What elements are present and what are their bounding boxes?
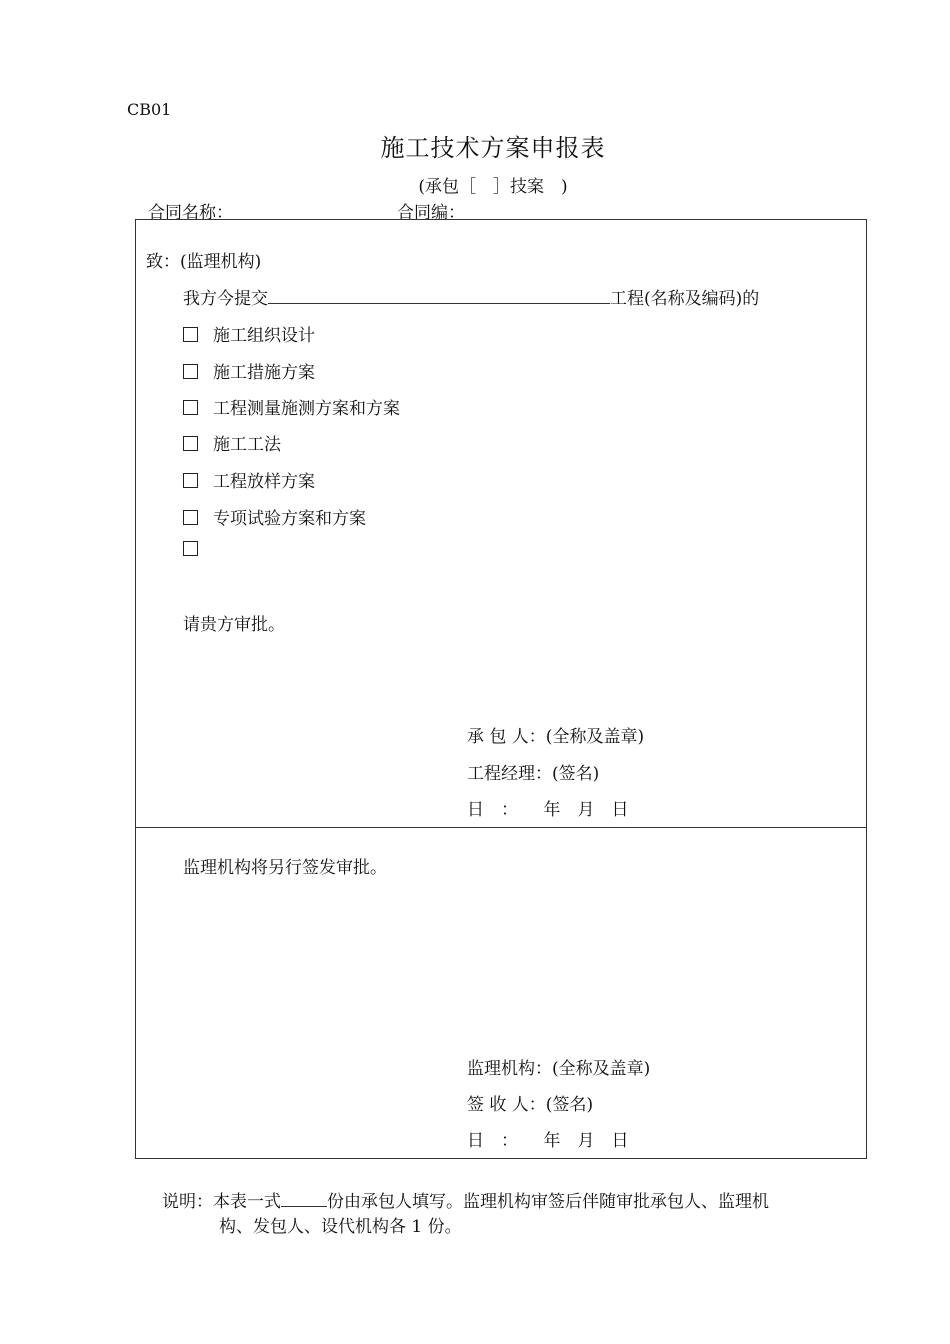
option-item [183,430,281,455]
addressee-line: 致：(监理机构) [146,252,262,272]
option-label: 工程测量施测方案和方案 [213,399,400,419]
option-item [183,504,366,529]
option-item [183,540,213,560]
request-text: 请贵方审批。 [183,615,285,635]
submit-prefix: 我方今提交 [183,289,268,309]
receiver-label: 签 收 人：(签名) [467,1095,594,1115]
checkbox[interactable] [183,510,198,525]
submit-line [183,284,759,309]
option-item [183,321,315,346]
form-subtitle: (承包［ ］技案 ) [418,177,568,197]
copies-blank[interactable] [281,1192,327,1207]
option-label: 施工工法 [213,435,281,455]
submission-date-label: 日 ： 年 月 日 [467,800,629,820]
review-text: 监理机构将另行签发审批。 [183,858,387,878]
option-label: 专项试验方案和方案 [213,509,366,529]
option-item [183,467,315,492]
option-label: 工程放样方案 [213,472,315,492]
note-line-2: 构、发包人、设代机构各 1 份。 [219,1217,462,1237]
option-label: 施工组织设计 [213,326,315,346]
review-date-label: 日 ： 年 月 日 [467,1131,629,1151]
section-divider [136,827,866,828]
option-item [183,394,400,419]
checkbox[interactable] [183,473,198,488]
option-label: 施工措施方案 [213,363,315,383]
project-name-blank[interactable] [268,287,610,304]
checkbox[interactable] [183,541,198,556]
submit-suffix: 工程(名称及编码)的 [610,289,760,309]
form-code: CB01 [127,100,172,119]
checkbox[interactable] [183,327,198,342]
checkbox[interactable] [183,436,198,451]
checkbox[interactable] [183,364,198,379]
contractor-label: 承 包 人：(全称及盖章) [467,727,645,747]
supervisor-org-label: 监理机构：(全称及盖章) [467,1059,651,1079]
option-item [183,358,315,383]
contract-name-label: 合同名称： [148,203,233,223]
note-suffix: 份由承包人填写。监理机构审签后伴随审批承包人、监理机 [327,1192,769,1212]
checkbox[interactable] [183,400,198,415]
note-line-1 [162,1187,769,1212]
page-title: 施工技术方案申报表 [380,134,606,162]
note-prefix: 说明：本表一式 [162,1192,281,1212]
manager-label: 工程经理：(签名) [467,764,600,784]
contract-no-label: 合同编： [397,203,465,223]
